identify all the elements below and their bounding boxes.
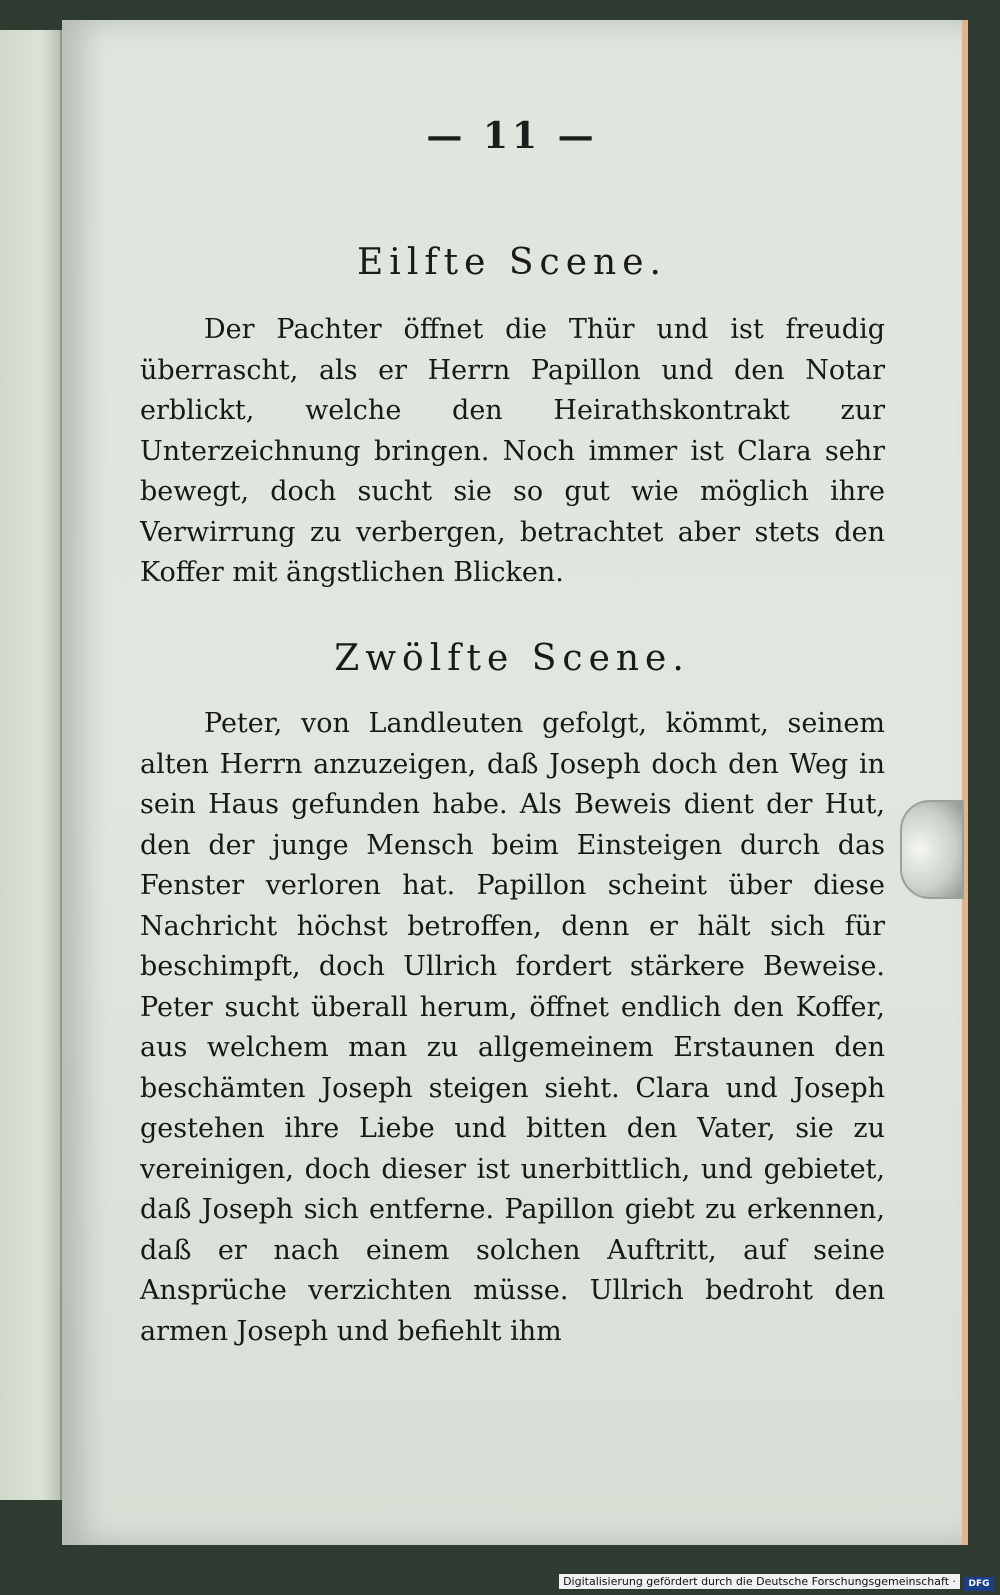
page-number: — 11 — xyxy=(426,115,598,157)
scene-paragraph-eleven: Der Pachter öffnet die Thür und ist freudig überrascht, als er Herrn Papillon und den Notar erblickt, welche den Heirathskontrakt zur Unterzeichnung bringen. Noch immer ist Clara sehr bewegt, doch sucht sie so gut wie möglich ihre Verwirrung zu verbergen, betrachtet aber stets den Koffer mit ängstlichen Blicken. xyxy=(140,314,885,588)
scene-heading-twelve: Zwölfte Scene. xyxy=(334,638,690,679)
book-page xyxy=(62,20,968,1545)
scene-heading-eleven: Eilfte Scene. xyxy=(357,242,667,283)
page-clip xyxy=(900,800,964,899)
facing-page-edge xyxy=(0,30,62,1500)
scene-paragraph-twelve: Peter, von Landleuten gefolgt, kömmt, seinem alten Herrn anzuzeigen, daß Joseph doch den Weg in sein Haus gefunden habe. Als Beweis dient der Hut, den der junge Mensch beim Einsteigen durch das Fenster verloren hat. Papillon scheint über diese Nachricht höchst betroffen, denn er hält sich für beschimpft, doch Ullrich fordert stärkere Beweise. Peter sucht überall herum, öffnet endlich den Koffer, aus welchem man zu allgemeinem Erstaunen den beschämten Joseph steigen sieht. Clara und Joseph gestehen ihre Liebe und bitten den Vater, sie zu vereinigen, doch dieser ist unerbittlich, und gebietet, daß Joseph sich entferne. Papillon giebt zu erkennen, daß er nach einem solchen Auftritt, auf seine Ansprüche verzichten müsse. Ullrich bedroht den armen Joseph und befiehlt ihm xyxy=(140,708,885,1347)
dfg-logo-icon: DFG xyxy=(964,1577,994,1591)
digitization-credit: Digitalisierung gefördert durch die Deutsche Forschungsgemeinschaft · xyxy=(559,1574,960,1589)
